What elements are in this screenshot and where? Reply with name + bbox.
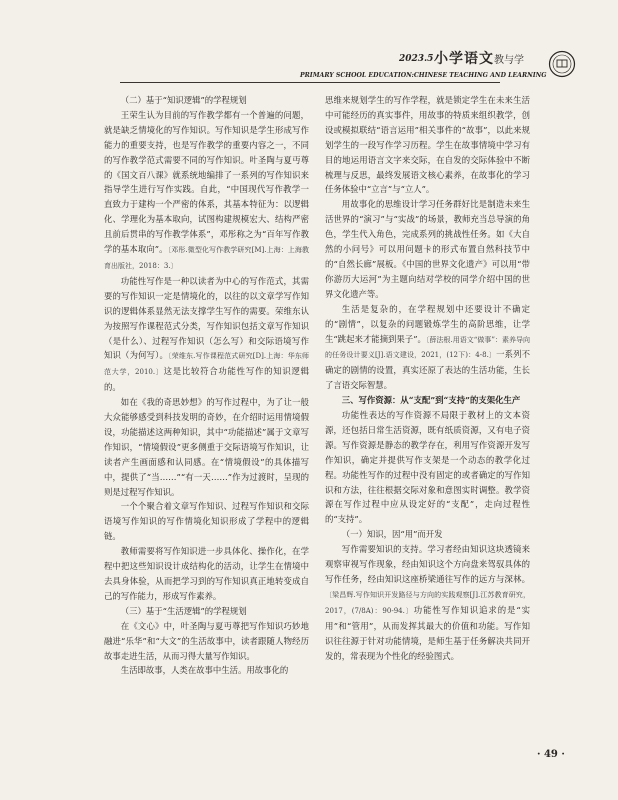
page-header — [0, 0, 618, 84]
paragraph: 教师需要将写作知识进一步具体化、操作化，在学程中把这些知识设计成结构化的活动，让学生在情境中去具身体验，从而把学习到的写作知识真正地转变成自己的写作能力，形成写作素养。 — [104, 546, 309, 601]
paragraph: 一个个聚合着文章写作知识、过程写作知识和交际语境写作知识的写作情境化知识形成了学程中的逻辑链。 — [104, 501, 309, 542]
paragraph-text: 功能性写作是一种以读者为中心的写作范式，其需要的写作知识一定是情境化的，以往的以文章学写作知识的逻辑体系显然无法支撑学生写作的需要。荣维东认为按照写作课程范式分类，写作知识包括文章写作知识（是什么）、过程写作知识（怎么写）和交际语境写作知识（为何写）。 — [104, 275, 309, 361]
journal-logo-icon — [548, 50, 576, 78]
issue-label: 2023.5 — [399, 54, 434, 64]
paragraph-text: 生活是复杂的，在学程规划中还要设计不确定的“剧情”，以复杂的问题锻炼学生的高阶思维，让学生“跳起来才能摘到果子”。 — [325, 303, 530, 344]
citation: 〔薛法根.用语文“做事”：素养导向的任务设计要义[J].语文建设，2021，(12下)：4-8.〕 — [325, 335, 531, 360]
journal-subtitle: PRIMARY SCHOOL EDUCATION:CHINESE TEACHING AND LEARNING — [300, 72, 547, 79]
paragraph-text: 一系列不确定的剧情的设置，真实还原了表达的生活功能，生长了言语交际智慧。 — [325, 349, 530, 391]
paragraph — [104, 274, 309, 395]
citation: 〔梁昌辉.写作知识开发路径与方向的实践观察[J].江苏教育研究，2017，(7/8A)：90-94.〕 — [325, 590, 530, 615]
paragraph: 在《文心》中，叶圣陶与夏丏尊把写作知识巧妙地融进“乐华”和“大文”的生活故事中，读者跟随人物经历故事走进生活，从而习得大量写作知识。 — [104, 620, 309, 661]
paragraph-text: 王荣生认为目前的写作教学都有一个普遍的问题，就是缺乏情境化的写作知识。写作知识是学生形成写作能力的重要支持，也是写作教学的重要内容之一，不同的写作教学范式需要不同的写作知识。叶圣陶与夏丏尊的《国文百八课》就系统地编排了一系列的写作知识来指导学生进行写作实践。自此，“中国现代写作教学一直致力于建构一个严密的体系，其基本特征为：以逻辑化、学理化为基本取向，试图构建规模宏大、结构严密且前后贯串的写作教学体系”，邓彤称之为“百年写作教学的基本取向”。 — [104, 109, 309, 255]
paragraph: 如在《我的奇思妙想》的写作过程中，为了让一般大众能够感受到科技发明的奇妙，在介绍时运用情境假设，功能描述这两种知识，其中“功能描述”属于文章写作知识，“情境假设”更多侧重于交际语境写作知识，让读者产生画面感和认同感。在“情境假设”的具体描写中，提供了“当……”“有一天……”作为过渡时，呈现的则是过程写作知识。 — [104, 397, 309, 497]
paragraph-text: 写作需要知识的支持。学习者经由知识这块透镜来观察审视写作现象，经由知识这个方向盘来驾驭具体的写作任务，经由知识这座桥梁通往写作的远方与深林。 — [325, 544, 530, 584]
paragraph-text: 功能性写作知识追求的是“实用”和“管用”，从而发挥其最大的价值和功能。写作知识往往源于针对功能情境，是师生基于任务解决共同开发的，常表现为个性化的经验图式。 — [325, 604, 530, 661]
section-heading: （三）基于“生活逻辑”的学程规划 — [120, 605, 247, 616]
section-heading: （一）知识，因“用”而开发 — [341, 529, 443, 540]
paragraph: 用故事化的思维设计学习任务群好比是制造未来生活世界的“演习”与“实战”的场景，教师充当总导演的角色，学生代入角色，完成系列的挑战性任务。如《大自然的小问号》可以用问题卡的形式布置自然科技节中的“自然长廊”展板。《中国的世界文化遗产》可以用“带你游历大运河”为主题向结对学校的同学介绍中国的世界文化遗产等。 — [325, 199, 530, 299]
header-rule — [120, 82, 500, 83]
paragraph: 功能性表达的写作资源不局限于教材上的文本资源，还包括日常生活资源，既有纸质资源，又有电子资源。写作资源是静态的教学存在，利用写作资源开发写作知识，确定并提供写作支架是一个动态的教学化过程。功能性写作的过程中没有固定的或者确定的写作知识和方法，往往根据交际对象和意图实时调整。教学资源在写作过程中应从设定好的“支配”，走向过程性的“支持”。 — [325, 410, 530, 525]
paragraph: 思维来规划学生的写作学程，就是锁定学生在未来生活中可能经历的真实事件，用故事的特质来组织教学，创设或模拟联结“语言运用”相关事件的“故事”，以此来规划学生的一段写作学习历程。学生在故事情境中学习有目的地运用语言文字来交际，在自发的交际体验中不断梳理与反思，最终发展语文核心素养，在故事化的学习任务体验中“立言”与“立人”。 — [325, 95, 530, 195]
citation: 〔荣维东.写作课程范式研究[D].上海：华东师范大学，2010.〕 — [104, 352, 309, 377]
citation: 〔邓彤.微型化写作教学研究[M].上海：上海教育出版社，2018：3.〕 — [104, 246, 309, 270]
chapter-heading: 三、写作资源：从“支配”到“支持”的支架化生产 — [341, 395, 521, 406]
right-column — [325, 93, 530, 663]
journal-title-main: 小学语文 — [434, 51, 494, 67]
paragraph — [104, 108, 309, 274]
paragraph-text: 这是比较符合功能性写作的知识逻辑的。 — [104, 366, 310, 393]
section-heading: （二）基于“知识逻辑”的学程规划 — [120, 95, 247, 105]
paragraph — [325, 542, 530, 663]
paragraph: 生活即故事，人类在故事中生活。用故事化的 — [120, 665, 289, 676]
paragraph — [325, 302, 530, 393]
journal-title — [434, 48, 524, 68]
page-number: · 49 · — [537, 749, 565, 760]
left-column — [104, 93, 309, 678]
journal-title-suffix: 教与学 — [494, 55, 524, 66]
